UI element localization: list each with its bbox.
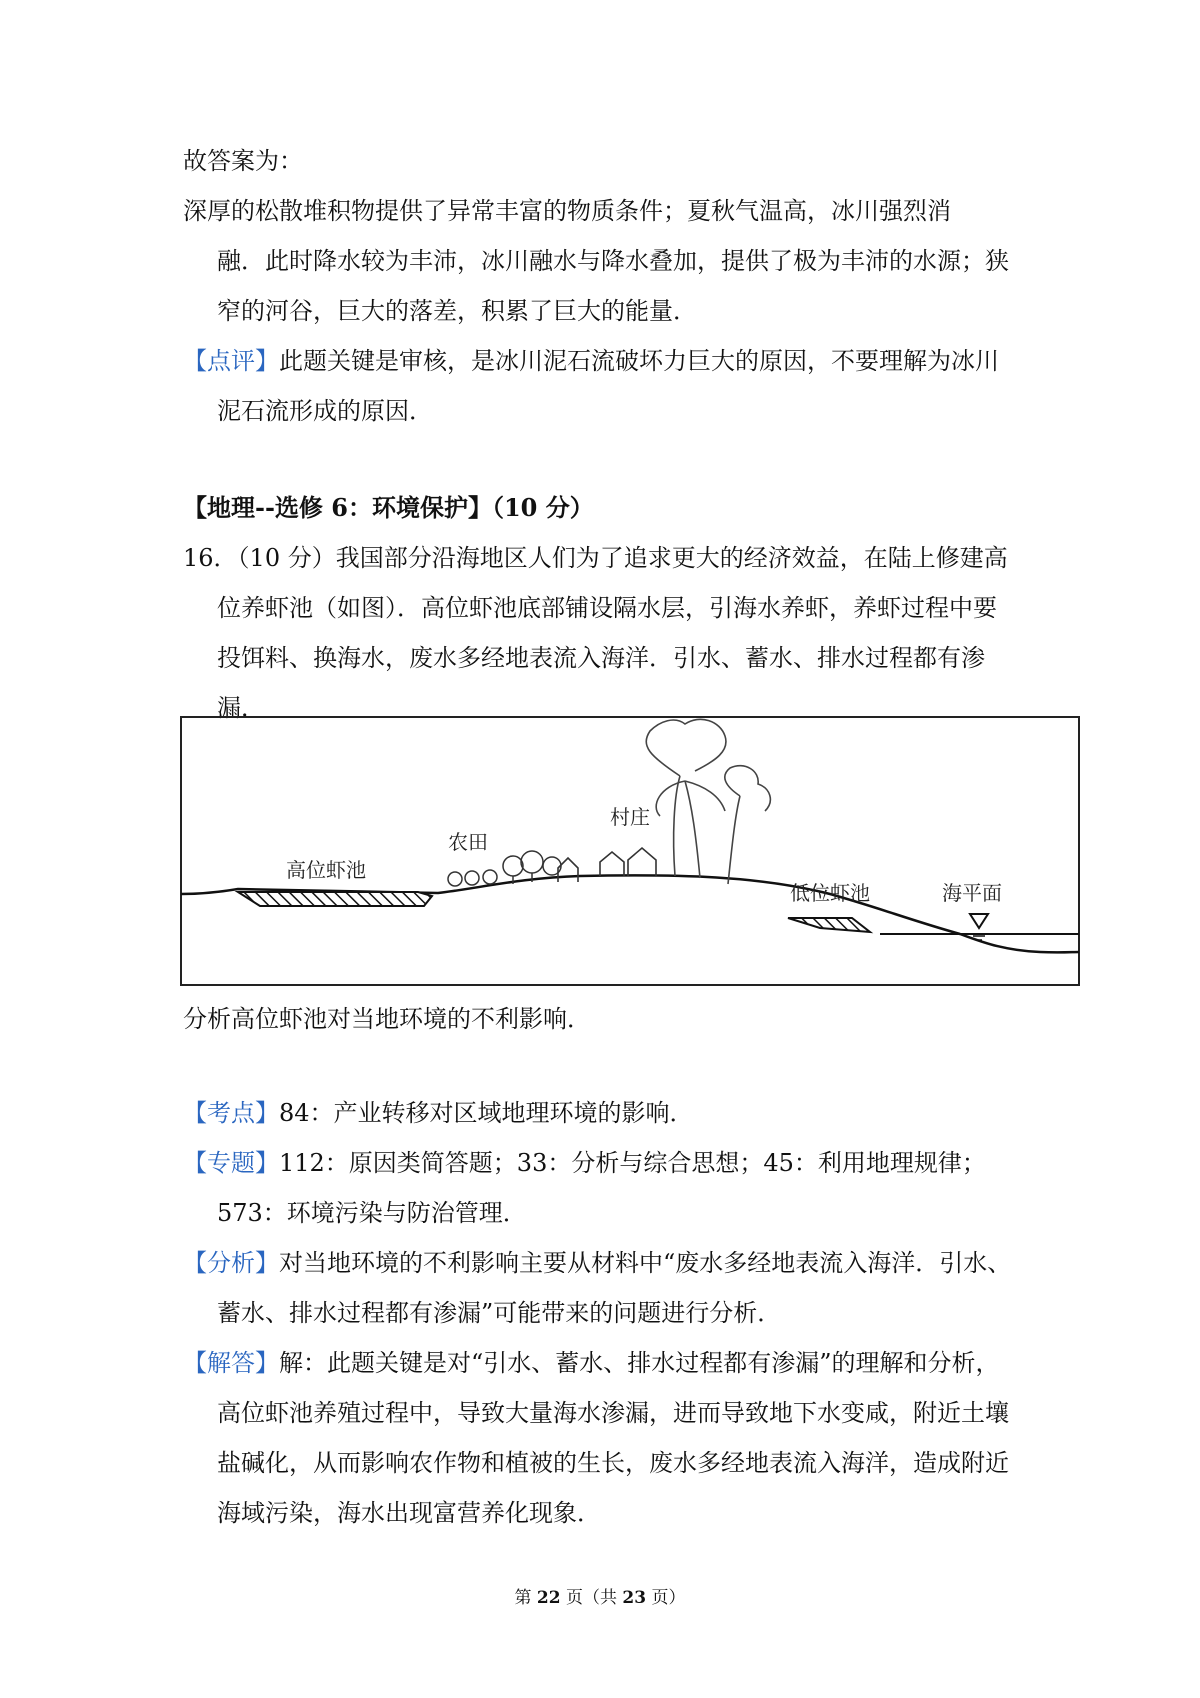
question-line: 位养虾池（如图）．高位虾池底部铺设隔水层，引海水养虾，养虾过程中要 <box>217 594 997 622</box>
answer-line: 融．此时降水较为丰沛，冰川融水与降水叠加，提供了极为丰沛的水源；狭 <box>217 247 1009 275</box>
section-heading: 【地理--选修 6：环境保护】（10 分） <box>183 493 594 522</box>
kaodian-tag: 【考点】 <box>183 1099 279 1127</box>
total-page-number: 23 <box>622 1588 647 1608</box>
kaodian-text: 84：产业转移对区域地理环境的影响． <box>279 1099 694 1127</box>
page-footer: 第 22 页（共 23 页） <box>514 1588 686 1608</box>
fenxi-line: 蓄水、排水过程都有渗漏”可能带来的问题进行分析． <box>217 1299 782 1327</box>
low-pond-liner <box>788 918 870 932</box>
review-line: 泥石流形成的原因． <box>217 397 433 425</box>
farmland-label: 农田 <box>448 830 488 854</box>
jieda-line: 盐碱化，从而影响农作物和植被的生长，废水多经地表流入海洋，造成附近 <box>217 1449 1009 1477</box>
question-line: 投饵料、换海水，废水多经地表流入海洋．引水、蓄水、排水过程都有渗 <box>217 644 985 672</box>
zhuanti-line <box>183 1148 1043 1178</box>
zhuanti-tag: 【专题】 <box>183 1149 279 1177</box>
sea-level-label: 海平面 <box>942 881 1002 905</box>
sea-level-marker-icon <box>970 914 988 928</box>
palm-trees <box>646 719 770 884</box>
jieda-text: 解：此题关键是对“引水、蓄水、排水过程都有渗漏”的理解和分析， <box>279 1349 1000 1377</box>
jieda-line: 海域污染，海水出现富营养化现象． <box>217 1499 601 1527</box>
kaodian-line <box>183 1098 1043 1128</box>
high-pond-liner <box>238 892 432 906</box>
review-tag: 【点评】 <box>183 347 279 375</box>
jieda-line: 高位虾池养殖过程中，导致大量海水渗漏，进而导致地下水变咸，附近土壤 <box>217 1399 1009 1427</box>
shrimp-pond-diagram <box>180 716 1080 986</box>
answer-line: 深厚的松散堆积物提供了异常丰富的物质条件；夏秋气温高，冰川强烈消 <box>183 197 951 225</box>
question-line: 漏． <box>217 694 265 722</box>
fenxi-line <box>183 1248 1043 1278</box>
diagram-svg <box>180 716 1080 986</box>
village-label: 村庄 <box>610 805 650 829</box>
low-pond-label: 低位虾池 <box>790 881 870 905</box>
answer-line: 窄的河谷，巨大的落差，积累了巨大的能量． <box>217 297 697 325</box>
review-line <box>183 346 1043 376</box>
question-prompt: 分析高位虾池对当地环境的不利影响． <box>183 1005 591 1033</box>
diagram-frame <box>181 717 1079 985</box>
fenxi-text: 对当地环境的不利影响主要从材料中“废水多经地表流入海洋．引水、 <box>279 1249 1012 1277</box>
question-text: （10 分）我国部分沿海地区人们为了追求更大的经济效益，在陆上修建高 <box>237 544 1008 572</box>
jieda-line <box>183 1348 1043 1378</box>
farmland-plants <box>448 851 561 886</box>
high-pond-label: 高位虾池 <box>286 858 366 882</box>
review-text: 此题关键是审核，是冰川泥石流破坏力巨大的原因，不要理解为冰川 <box>279 347 999 375</box>
current-page-number: 22 <box>536 1588 561 1608</box>
answer-intro: 故答案为： <box>183 147 303 175</box>
question-line <box>183 543 1043 573</box>
zhuanti-text: 112：原因类简答题；33：分析与综合思想；45：利用地理规律； <box>279 1149 986 1177</box>
zhuanti-line: 573：环境污染与防治管理． <box>217 1199 527 1227</box>
question-number: 16． <box>183 544 238 572</box>
jieda-tag: 【解答】 <box>183 1349 279 1377</box>
fenxi-tag: 【分析】 <box>183 1249 279 1277</box>
